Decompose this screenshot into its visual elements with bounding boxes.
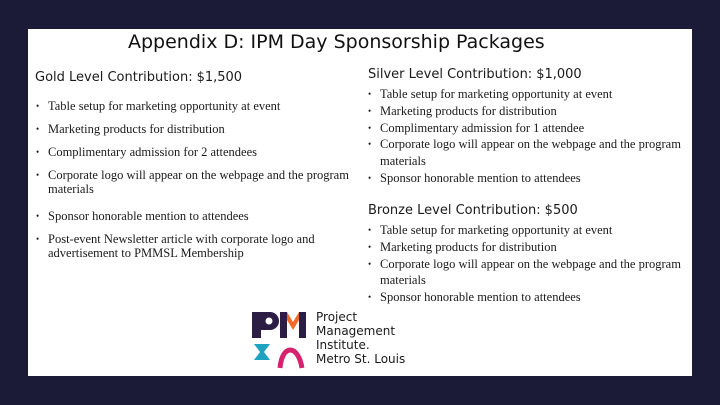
gold-item: • Post-event Newsletter article with corporate logo and advertisement to PMMSL Membership	[36, 232, 315, 260]
gold-item: • Corporate logo will appear on the webpage and the program materials	[36, 168, 349, 196]
gold-item: • Sponsor honorable mention to attendees	[36, 209, 249, 223]
bronze-item: • Sponsor honorable mention to attendees	[368, 290, 581, 305]
bullet-icon: •	[368, 225, 372, 235]
bullet-icon: •	[368, 241, 372, 252]
gold-benefits-list	[36, 99, 361, 269]
silver-item: • Sponsor honorable mention to attendees	[368, 170, 581, 185]
bullet-icon: •	[368, 258, 372, 269]
slide-title: Appendix D: IPM Day Sponsorship Packages	[128, 31, 545, 53]
gold-item: • Complimentary admission for 2 attendees	[36, 145, 257, 159]
silver-amount: $1,000	[536, 67, 582, 82]
bronze-benefits-list	[368, 222, 688, 306]
logo-line: Metro St. Louis	[316, 352, 406, 366]
bullet-icon: •	[36, 170, 40, 180]
pmi-logo-mark-icon	[250, 308, 312, 370]
gold-item: • Marketing products for distribution	[36, 122, 225, 136]
gold-label: Gold Level Contribution:	[35, 70, 193, 85]
logo-line: Management	[316, 324, 396, 338]
bullet-icon: •	[368, 89, 372, 99]
gold-item: • Table setup for marketing opportunity at event	[36, 99, 281, 113]
logo-wordmark	[316, 310, 405, 366]
logo-line: Project	[316, 310, 358, 324]
bullet-icon: •	[368, 122, 372, 133]
bullet-icon: •	[36, 211, 40, 221]
slide	[28, 29, 692, 376]
bullet-icon: •	[368, 105, 372, 116]
bullet-icon: •	[36, 124, 40, 134]
silver-label: Silver Level Contribution:	[368, 67, 533, 82]
gold-heading	[35, 70, 242, 85]
silver-item: • Table setup for marketing opportunity at event	[368, 87, 613, 101]
bullet-icon: •	[368, 292, 372, 303]
bronze-item: • Table setup for marketing opportunity at event	[368, 223, 613, 237]
bullet-icon: •	[368, 139, 372, 150]
silver-item: • Corporate logo will appear on the webpage and the program materials	[368, 137, 681, 169]
bronze-label: Bronze Level Contribution:	[368, 203, 541, 218]
bullet-icon: •	[36, 234, 40, 244]
pmi-metro-st-louis-logo	[250, 308, 420, 370]
bronze-item: • Corporate logo will appear on the webpage and the program materials	[368, 256, 681, 288]
logo-line: Institute.	[316, 338, 370, 352]
silver-heading	[368, 67, 582, 82]
bullet-icon: •	[36, 101, 40, 111]
silver-item: • Complimentary admission for 1 attendee	[368, 120, 585, 135]
silver-item: • Marketing products for distribution	[368, 103, 557, 118]
bronze-heading	[368, 203, 578, 218]
bronze-amount: $500	[544, 203, 578, 218]
bullet-icon: •	[368, 172, 372, 183]
bronze-item: • Marketing products for distribution	[368, 239, 557, 254]
silver-benefits-list	[368, 86, 688, 187]
bullet-icon: •	[36, 147, 40, 157]
gold-amount: $1,500	[196, 70, 243, 85]
